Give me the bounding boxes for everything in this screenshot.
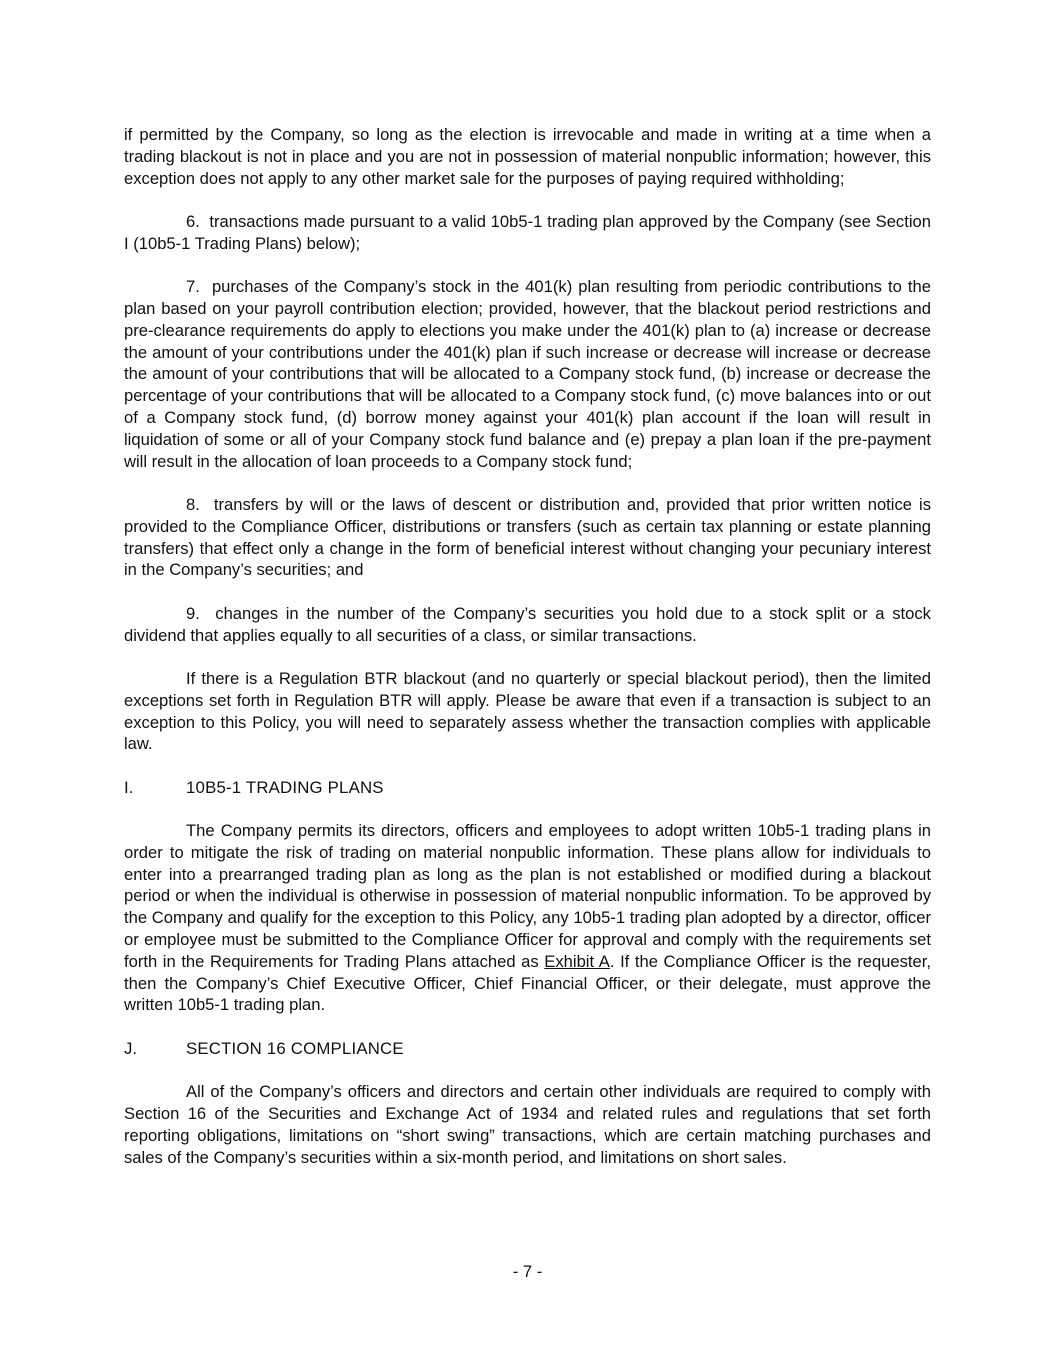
section-i-text-before-link: The Company permits its directors, officers and employees to adopt written 10b5-1 trading plans in order to mitigate the risk of trading on material nonpublic information. These plans allow for individuals to enter into a prearranged trading plan as long as the plan is not established or modified during a blackout period or when the individual is otherwise in possession of material nonpublic information. To be approved by the Company and qualify for the exception to this Policy, any 10b5-1 trading plan adopted by a director, officer or employee must be submitted to the Compliance Officer for approval and comply with the requirements set forth in the Requirements for Trading Plans attached as — [124, 821, 931, 971]
section-j-number: J. — [124, 1038, 138, 1058]
list-item-number: 7. — [186, 277, 200, 297]
page-number: - 7 - — [512, 1262, 543, 1281]
document-page — [124, 124, 931, 1190]
regulation-btr-paragraph: If there is a Regulation BTR blackout (and no quarterly or special blackout period), then the limited exceptions set forth in Regulation BTR will apply. Please be aware that even if a transaction is subject to an exception to this Policy, you will need to separately assess whether the transaction complies with applicable law. — [124, 668, 931, 754]
list-item-text: transactions made pursuant to a valid 10b5-1 trading plan approved by the Company (see Section I (10b5-1 Trading Plans) below); — [124, 211, 931, 253]
section-j-heading — [124, 1038, 931, 1060]
list-item-text: changes in the number of the Company’s securities you hold due to a stock split or a stock dividend that applies equally to all securities of a class, or similar transactions. — [124, 603, 931, 645]
section-j-paragraph: All of the Company’s officers and directors and certain other individuals are required to comply with Section 16 of the Securities and Exchange Act of 1934 and related rules and regulations that set forth reporting obligations, limitations on “short swing” transactions, which are certain matching purchases and sales of the Company’s securities within a six-month period, and limitations on short sales. — [124, 1082, 931, 1167]
list-item-7 — [124, 276, 931, 472]
list-item-number: 6. — [186, 211, 200, 231]
section-i-heading — [124, 777, 931, 799]
continuation-paragraph: if permitted by the Company, so long as the election is irrevocable and made in writing at a time when a trading blackout is not in place and you are not in possession of material nonpublic information; however, this exception does not apply to any other market sale for the purposes of paying required withholding; — [124, 125, 931, 188]
list-item-number: 8. — [186, 494, 200, 514]
list-item-6 — [124, 211, 931, 255]
list-item-text: transfers by will or the laws of descent or distribution and, provided that prior written notice is provided to the Compliance Officer, distributions or transfers (such as certain tax planning or estate planning transfers) that effect only a change in the form of beneficial interest without changing your pecuniary interest in the Company’s securities; and — [124, 494, 931, 580]
exhibit-a-link[interactable]: Exhibit A — [544, 951, 610, 971]
list-item-number: 9. — [186, 603, 200, 623]
list-item-9 — [124, 603, 931, 647]
section-i-number: I. — [124, 777, 134, 797]
section-i-title: 10B5-1 TRADING PLANS — [186, 777, 384, 797]
list-item-text: purchases of the Company’s stock in the 401(k) plan resulting from periodic contributions to the plan based on your payroll contribution election; provided, however, that the blackout period restrictions and pre-clearance requirements do apply to elections you make under the 401(k) plan to (a) increase or decrease the amount of your contributions under the 401(k) plan if such increase or decrease will increase or decrease the amount of your contributions that will be allocated to a Company stock fund, (b) increase or decrease the percentage of your contributions that will be allocated to a Company stock fund, (c) move balances into or out of a Company stock fund, (d) borrow money against your 401(k) plan account if the loan will result in liquidation of some or all of your Company stock fund balance and (e) prepay a plan loan if the pre-payment will result in the allocation of loan proceeds to a Company stock fund; — [124, 277, 931, 471]
section-i-text-after-link: . If the Compliance Officer is the requester, then the Company’s Chief Executive Officer, Chief Financial Officer, or their delegate, must approve the written 10b5-1 trading plan. — [124, 951, 931, 1015]
section-j-title: SECTION 16 COMPLIANCE — [186, 1038, 404, 1058]
list-item-8 — [124, 494, 931, 581]
section-i-paragraph — [124, 820, 931, 1016]
